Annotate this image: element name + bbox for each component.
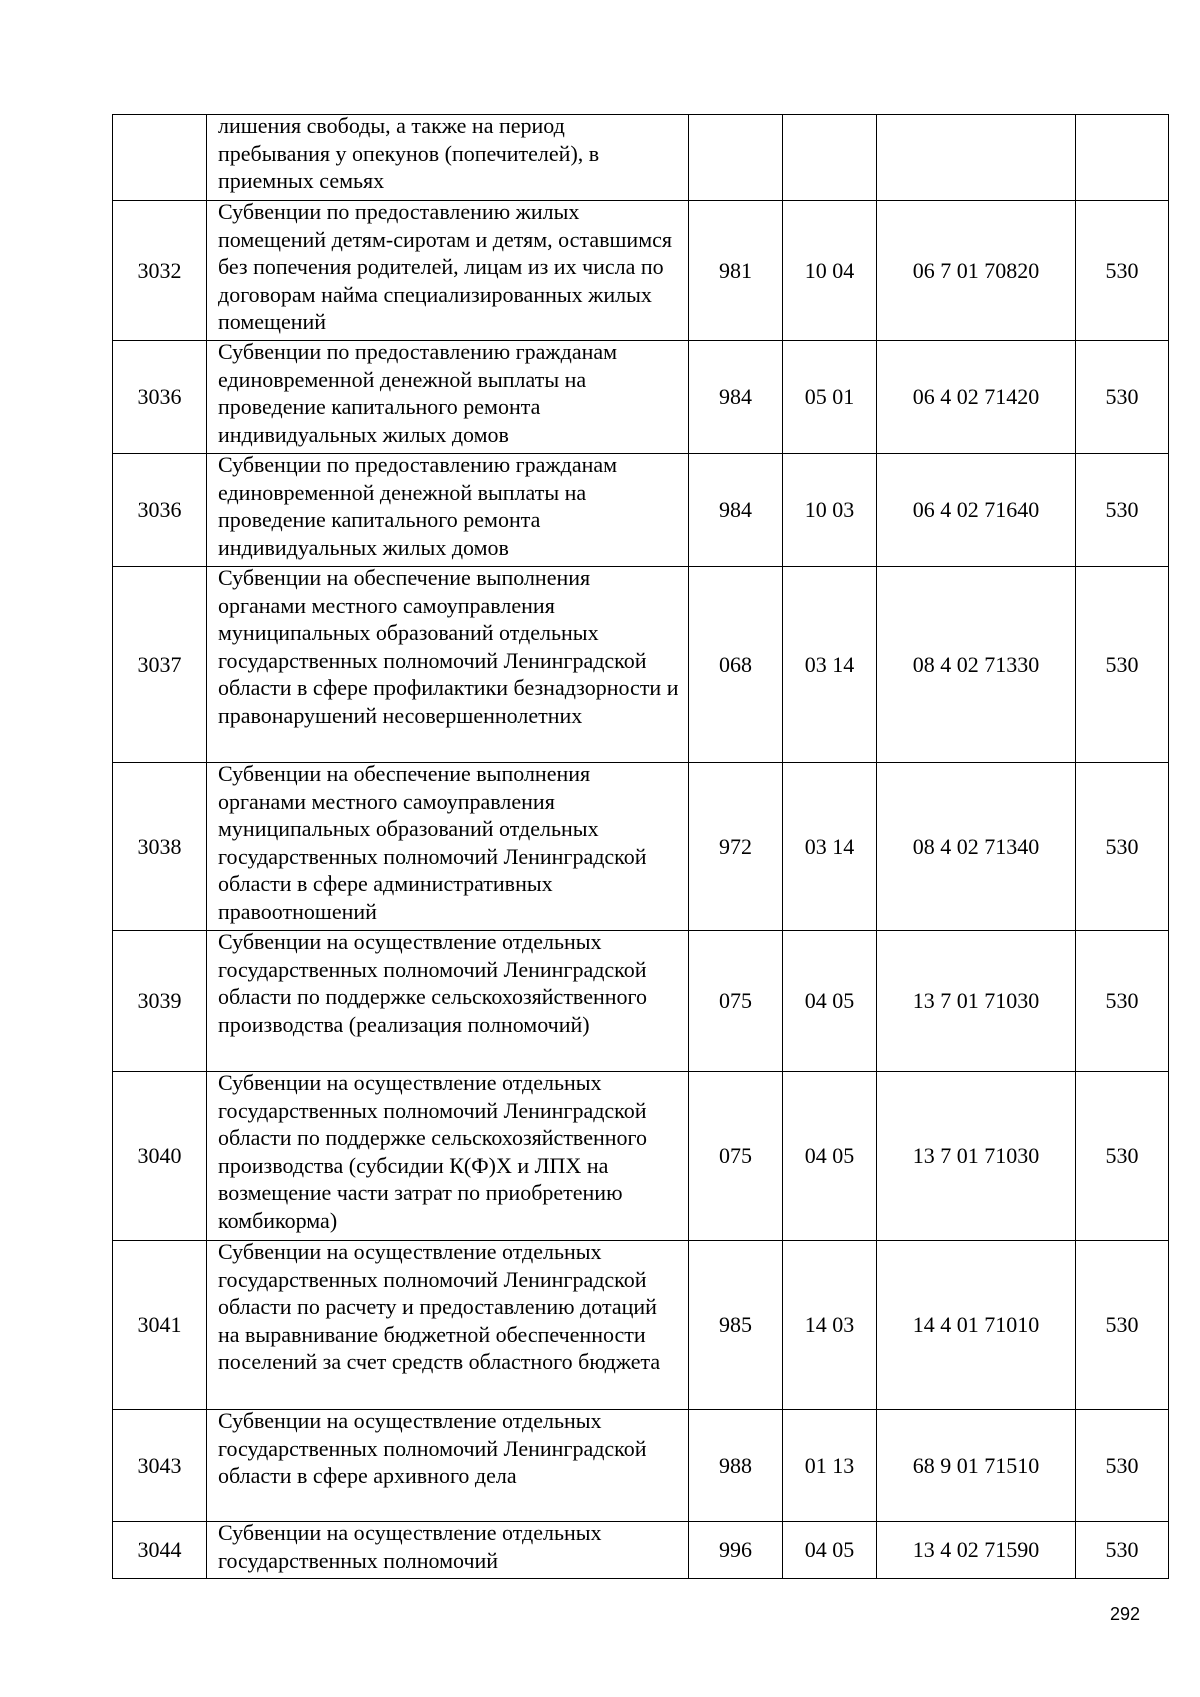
row-number: 3038 bbox=[113, 763, 207, 931]
row-target-code: 13 7 01 71030 bbox=[877, 1072, 1076, 1241]
row-expense-type: 530 bbox=[1076, 931, 1169, 1072]
row-section-code: 03 14 bbox=[783, 567, 877, 763]
table-row bbox=[113, 341, 1169, 454]
row-number: 3037 bbox=[113, 567, 207, 763]
row-grbs-code: 985 bbox=[689, 1241, 783, 1410]
row-expense-type: 530 bbox=[1076, 567, 1169, 763]
row-grbs-code: 988 bbox=[689, 1410, 783, 1522]
row-number bbox=[113, 115, 207, 201]
row-number: 3036 bbox=[113, 454, 207, 567]
row-description bbox=[207, 763, 689, 931]
row-expense-type: 530 bbox=[1076, 341, 1169, 454]
row-target-code bbox=[877, 115, 1076, 201]
table-row bbox=[113, 1241, 1169, 1410]
row-section-code: 04 05 bbox=[783, 931, 877, 1072]
row-expense-type: 530 bbox=[1076, 1241, 1169, 1410]
row-grbs-code: 972 bbox=[689, 763, 783, 931]
row-description-text: Субвенции по предоставлению жилых помещений детям-сиротам и детям, оставшимся без попечения родителей, лицам из их числа по договорам найма специализированных жилых помещений bbox=[218, 200, 672, 334]
row-description bbox=[207, 1410, 689, 1522]
row-target-code: 06 4 02 71420 bbox=[877, 341, 1076, 454]
row-expense-type: 530 bbox=[1076, 1522, 1169, 1579]
row-description-text: Субвенции на осуществление отдельных государственных полномочий Ленинградской области по расчету и предоставлению дотаций на выравнивание бюджетной обеспеченности поселений за счет средств областного бюджета bbox=[218, 1240, 661, 1374]
table-row bbox=[113, 454, 1169, 567]
row-expense-type: 530 bbox=[1076, 763, 1169, 931]
row-description bbox=[207, 1072, 689, 1241]
row-expense-type: 530 bbox=[1076, 1410, 1169, 1522]
row-description bbox=[207, 1241, 689, 1410]
table-row bbox=[113, 931, 1169, 1072]
row-description-text: Субвенции на осуществление отдельных государственных полномочий Ленинградской области по поддержке сельскохозяйственного производства (субсидии К(Ф)Х и ЛПХ на возмещение части затрат по приобретению комбикорма) bbox=[218, 1071, 647, 1233]
table-row bbox=[113, 763, 1169, 931]
row-grbs-code: 075 bbox=[689, 1072, 783, 1241]
row-number: 3043 bbox=[113, 1410, 207, 1522]
row-number: 3032 bbox=[113, 201, 207, 341]
row-description-text: Субвенции на осуществление отдельных государственных полномочий Ленинградской области в сфере архивного дела bbox=[218, 1409, 647, 1488]
table-body bbox=[113, 115, 1169, 1579]
row-target-code: 06 4 02 71640 bbox=[877, 454, 1076, 567]
table-row bbox=[113, 1410, 1169, 1522]
row-expense-type: 530 bbox=[1076, 454, 1169, 567]
row-description-text: лишения свободы, а также на период пребывания у опекунов (попечителей), в приемных семьях bbox=[218, 114, 600, 193]
row-description-text: Субвенции на осуществление отдельных государственных полномочий Ленинградской области по поддержке сельскохозяйственного производства (реализация полномочий) bbox=[218, 930, 647, 1037]
row-target-code: 06 7 01 70820 bbox=[877, 201, 1076, 341]
row-target-code: 13 7 01 71030 bbox=[877, 931, 1076, 1072]
row-description-text: Субвенции на осуществление отдельных государственных полномочий bbox=[218, 1521, 602, 1573]
row-description bbox=[207, 567, 689, 763]
row-section-code: 04 05 bbox=[783, 1522, 877, 1579]
row-section-code: 10 04 bbox=[783, 201, 877, 341]
row-description bbox=[207, 341, 689, 454]
row-grbs-code: 996 bbox=[689, 1522, 783, 1579]
table-row bbox=[113, 1072, 1169, 1241]
row-expense-type: 530 bbox=[1076, 1072, 1169, 1241]
table-row bbox=[113, 567, 1169, 763]
row-section-code: 14 03 bbox=[783, 1241, 877, 1410]
row-expense-type bbox=[1076, 115, 1169, 201]
row-grbs-code: 075 bbox=[689, 931, 783, 1072]
budget-table bbox=[112, 114, 1169, 1579]
row-target-code: 08 4 02 71340 bbox=[877, 763, 1076, 931]
row-target-code: 14 4 01 71010 bbox=[877, 1241, 1076, 1410]
row-section-code: 05 01 bbox=[783, 341, 877, 454]
row-number: 3041 bbox=[113, 1241, 207, 1410]
row-grbs-code: 984 bbox=[689, 341, 783, 454]
row-description-text: Субвенции на обеспечение выполнения органами местного самоуправления муниципальных образований отдельных государственных полномочий Ленинградской области в сфере профилактики безнадзорности и правонарушений несовершеннолетних bbox=[218, 566, 679, 728]
row-description bbox=[207, 201, 689, 341]
row-section-code bbox=[783, 115, 877, 201]
row-number: 3040 bbox=[113, 1072, 207, 1241]
row-target-code: 68 9 01 71510 bbox=[877, 1410, 1076, 1522]
row-section-code: 03 14 bbox=[783, 763, 877, 931]
row-grbs-code: 984 bbox=[689, 454, 783, 567]
row-grbs-code: 068 bbox=[689, 567, 783, 763]
row-section-code: 04 05 bbox=[783, 1072, 877, 1241]
table-row bbox=[113, 201, 1169, 341]
row-section-code: 10 03 bbox=[783, 454, 877, 567]
row-description bbox=[207, 454, 689, 567]
row-target-code: 13 4 02 71590 bbox=[877, 1522, 1076, 1579]
row-description bbox=[207, 1522, 689, 1579]
page-number: 292 bbox=[1110, 1604, 1141, 1624]
row-grbs-code bbox=[689, 115, 783, 201]
row-expense-type: 530 bbox=[1076, 201, 1169, 341]
table-row bbox=[113, 115, 1169, 201]
row-target-code: 08 4 02 71330 bbox=[877, 567, 1076, 763]
row-description bbox=[207, 115, 689, 201]
row-number: 3039 bbox=[113, 931, 207, 1072]
row-description-text: Субвенции по предоставлению гражданам единовременной денежной выплаты на проведение капитального ремонта индивидуальных жилых домов bbox=[218, 340, 618, 447]
row-grbs-code: 981 bbox=[689, 201, 783, 341]
row-description bbox=[207, 931, 689, 1072]
table-row bbox=[113, 1522, 1169, 1579]
row-number: 3036 bbox=[113, 341, 207, 454]
row-description-text: Субвенции по предоставлению гражданам единовременной денежной выплаты на проведение капитального ремонта индивидуальных жилых домов bbox=[218, 453, 618, 560]
row-section-code: 01 13 bbox=[783, 1410, 877, 1522]
row-description-text: Субвенции на обеспечение выполнения органами местного самоуправления муниципальных образований отдельных государственных полномочий Ленинградской области в сфере административных правоотношений bbox=[218, 762, 647, 924]
row-number: 3044 bbox=[113, 1522, 207, 1579]
